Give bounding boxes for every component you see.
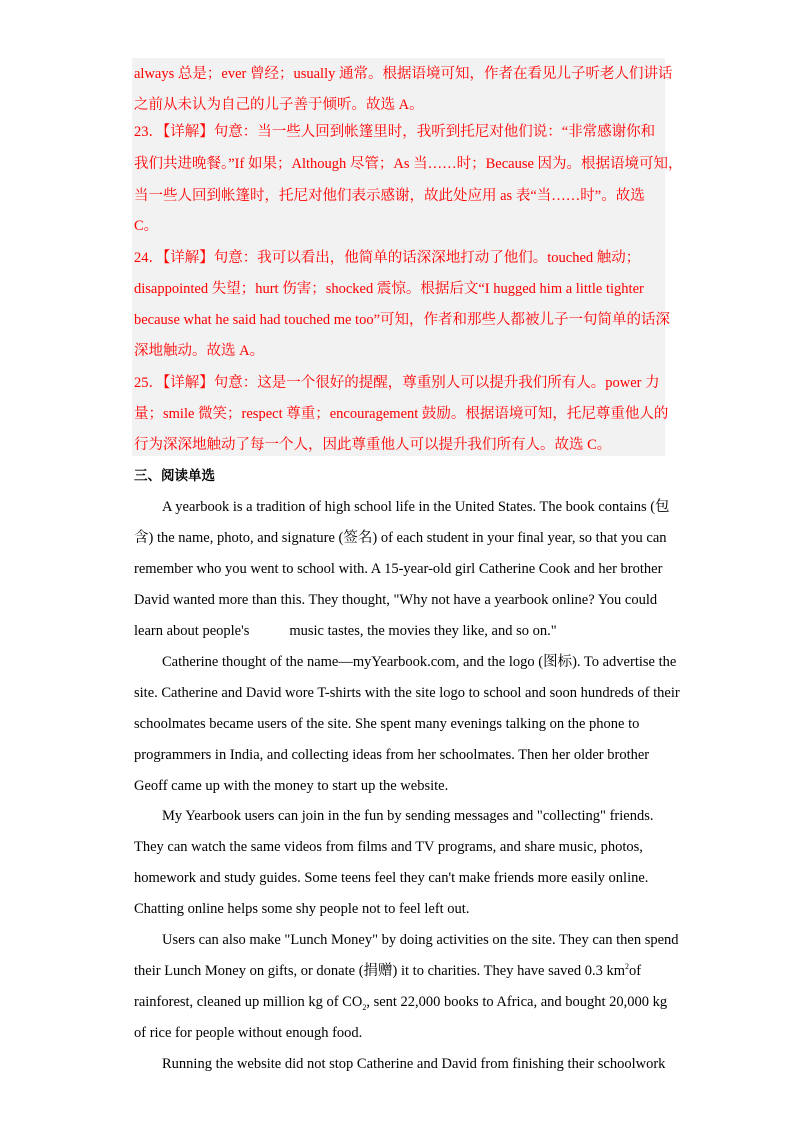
answer-line: always 总是；ever 曾经；usually 通常。根据语境可知，作者在看见儿子听老人们讲话: [134, 66, 673, 82]
passage-line: Catherine thought of the name—myYearbook.com, and the logo (图标). To advertise the: [162, 654, 677, 670]
answer-line: C。: [134, 218, 159, 234]
answer-line: disappointed 失望；hurt 伤害；shocked 震惊。根据后文“I hugged him a little tighter: [134, 281, 644, 297]
answer-line: 我们共进晚餐。”If 如果；Although 尽管；As 当……时；Because 因为。根据语境可知，: [134, 156, 683, 172]
answer-line: 24．【详解】句意：我可以看出，他简单的话深深地打动了他们。touched 触动；: [134, 250, 641, 266]
passage-fragment: learn about people's: [134, 623, 250, 639]
passage-line: 含) the name, photo, and signature (签名) of each student in your final year, so that you can: [134, 530, 667, 546]
answer-line: 深地触动。故选 A。: [134, 343, 265, 359]
passage-fragment: rainforest, cleaned up million kg of CO: [134, 994, 363, 1010]
passage-fragment: music tastes, the movies they like, and so on.": [289, 623, 557, 639]
passage-fragment: of: [629, 963, 642, 979]
passage-line: homework and study guides. Some teens feel they can't make friends more easily online.: [134, 870, 649, 886]
passage-line: David wanted more than this. They thought, "Why not have a yearbook online? You could: [134, 592, 658, 608]
passage-line: Geoff came up with the money to start up the website.: [134, 778, 449, 794]
passage-line: [134, 961, 641, 981]
answer-line: 25．【详解】句意：这是一个很好的提醒，尊重别人可以提升我们所有人。power 力: [134, 375, 660, 391]
answer-line: 行为深深地触动了每一个人，因此尊重他人可以提升我们所有人。故选 C。: [134, 437, 612, 453]
passage-fragment: their Lunch Money on gifts, or donate (捐赠) it to charities. They have saved 0.3 km: [134, 963, 626, 979]
passage-fragment: , sent 22,000 books to Africa, and bought 20,000 kg: [366, 994, 668, 1010]
passage-line: site. Catherine and David wore T-shirts with the site logo to school and soon hundreds of their: [134, 685, 680, 701]
passage-line: of rice for people without enough food.: [134, 1025, 363, 1041]
passage-line: [134, 992, 667, 1012]
passage-line: [134, 621, 557, 641]
passage-line: Chatting online helps some shy people not to feel left out.: [134, 901, 470, 917]
answer-line: 量；smile 微笑；respect 尊重；encouragement 鼓励。根据语境可知，托尼尊重他人的: [134, 406, 669, 422]
passage-line: Users can also make "Lunch Money" by doing activities on the site. They can then spend: [162, 932, 679, 948]
answer-line: because what he said had touched me too”可知，作者和那些人都被儿子一句简单的话深: [134, 312, 671, 328]
subscript-2: 2: [362, 1002, 367, 1012]
passage-line: schoolmates became users of the site. She spent many evenings talking on the phone to: [134, 716, 640, 732]
passage-line: A yearbook is a tradition of high school life in the United States. The book contains (包: [162, 499, 670, 515]
answer-line: 当一些人回到帐篷时，托尼对他们表示感谢，故此处应用 as 表“当……时”。故选: [134, 188, 645, 204]
passage-line: Running the website did not stop Catherine and David from finishing their schoolwork: [162, 1056, 666, 1072]
passage-line: They can watch the same videos from films and TV programs, and share music, photos,: [134, 839, 643, 855]
superscript-2: 2: [625, 962, 630, 972]
answer-line: 之前从未认为自己的儿子善于倾听。故选 A。: [134, 97, 424, 113]
section-title: 三、阅读单选: [134, 468, 215, 484]
answer-line: 23．【详解】句意：当一些人回到帐篷里时，我听到托尼对他们说：“非常感谢你和: [134, 124, 656, 140]
passage-line: My Yearbook users can join in the fun by sending messages and "collecting" friends.: [162, 808, 654, 824]
passage-line: remember who you went to school with. A 15-year-old girl Catherine Cook and her brother: [134, 561, 663, 577]
passage-line: programmers in India, and collecting ideas from her schoolmates. Then her older brother: [134, 747, 650, 763]
